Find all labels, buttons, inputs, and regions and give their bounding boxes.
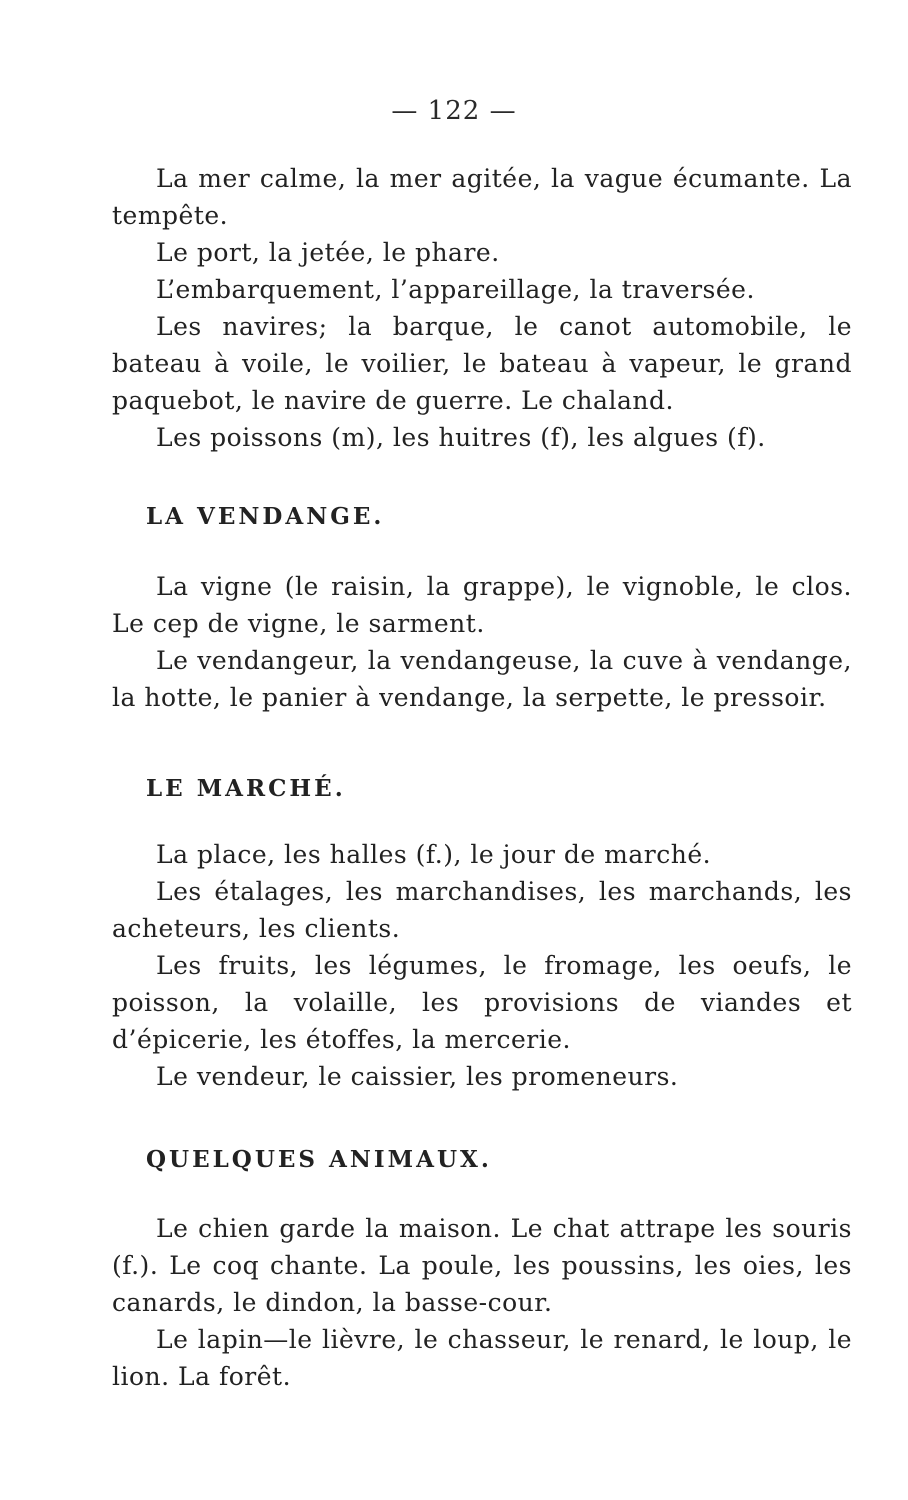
paragraph: Le chien garde la maison. Le chat attrape les souris (f.). Le coq chante. La poule, les poussins, les oies, les canards, le dindon, la basse-cour. (112, 1214, 852, 1317)
paragraph: Les poissons (m), les huitres (f), les algues (f). (156, 423, 766, 452)
paragraph: Les fruits, les légumes, le fromage, les oeufs, le poisson, la volaille, les provisions de viandes et d’épicerie, les étoffes, la mercerie. (112, 951, 852, 1054)
section-marche (112, 836, 852, 1095)
paragraph: Le lapin—le lièvre, le chasseur, le renard, le loup, le lion. La forêt. (112, 1325, 852, 1391)
section-vendange (112, 568, 852, 716)
paragraph: L’embarquement, l’appareillage, la traversée. (156, 275, 755, 304)
section-heading-animaux: QUELQUES ANIMAUX. (146, 1146, 492, 1173)
paragraph: Les navires; la barque, le canot automobile, le bateau à voile, le voilier, le bateau à vapeur, le grand paquebot, le navire de guerre. Le chaland. (112, 312, 852, 415)
paragraph: La place, les halles (f.), le jour de marché. (156, 840, 712, 869)
section-sea (112, 160, 852, 456)
paragraph: Le vendangeur, la vendangeuse, la cuve à vendange, la hotte, le panier à vendange, la serpette, le pressoir. (112, 646, 852, 712)
section-animaux (112, 1210, 852, 1395)
section-heading-marche: LE MARCHÉ. (146, 775, 346, 802)
page-number: — 122 — (391, 96, 517, 126)
paragraph: Le vendeur, le caissier, les promeneurs. (156, 1062, 679, 1091)
paragraph: La mer calme, la mer agitée, la vague écumante. La tempête. (112, 164, 852, 230)
paragraph: Le port, la jetée, le phare. (156, 238, 500, 267)
paragraph: La vigne (le raisin, la grappe), le vignoble, le clos. Le cep de vigne, le sarment. (112, 572, 852, 638)
section-heading-vendange: LA VENDANGE. (146, 503, 385, 530)
paragraph: Les étalages, les marchandises, les marchands, les acheteurs, les clients. (112, 877, 852, 943)
